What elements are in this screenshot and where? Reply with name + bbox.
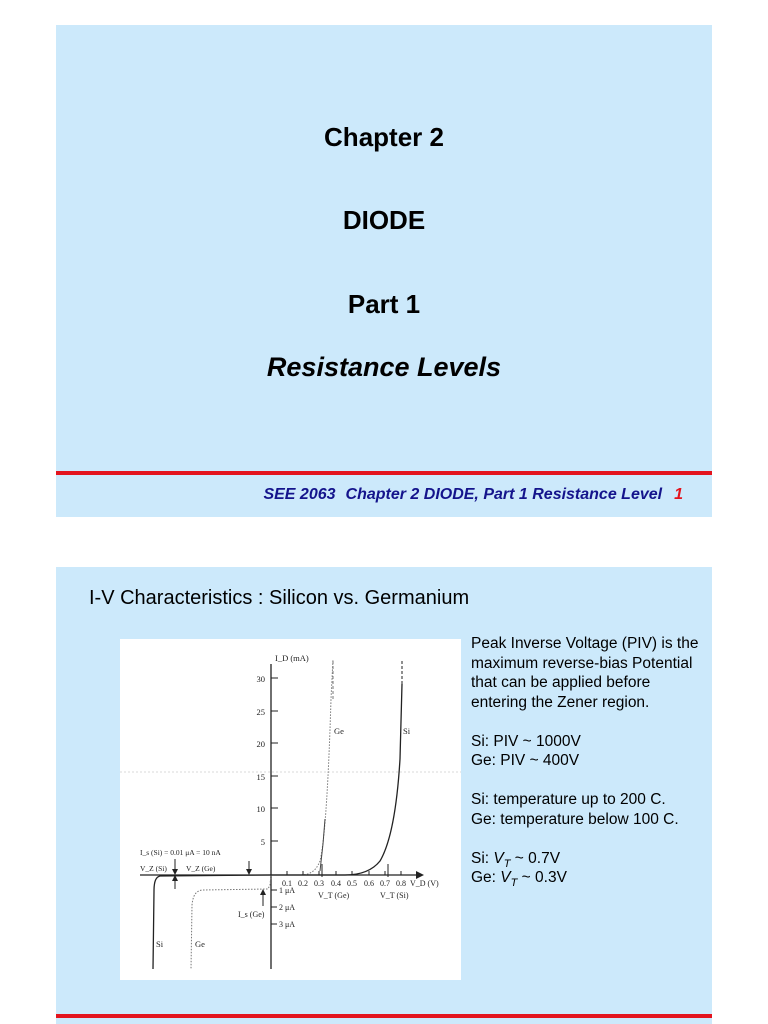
iv-curve-svg: [120, 639, 461, 980]
y-tick-label: 25: [256, 707, 265, 717]
ge-piv: Ge: PIV ~ 400V: [471, 752, 580, 769]
ge-temperature: Ge: temperature below 100 C.: [471, 810, 679, 828]
piv-values: [471, 732, 707, 771]
footer-divider: [56, 1014, 712, 1018]
si-reverse-label: Si: [156, 939, 164, 949]
x-axis-arrow: [416, 871, 424, 879]
slide-footer: [56, 486, 683, 504]
notes-panel: [471, 634, 707, 888]
is-arrowhead: [172, 869, 178, 875]
vz-si-label: V_Z (Si): [140, 864, 167, 873]
x-tick-label: 0.8: [396, 879, 406, 888]
ge-curve-label: Ge: [334, 726, 344, 736]
footer-title: Chapter 2 DIODE, Part 1 Resistance Level: [345, 486, 663, 503]
title-slide: [56, 25, 712, 517]
si-reverse-curve: [153, 875, 271, 969]
vt-symbol: V: [500, 869, 511, 886]
si-forward-curve: [271, 684, 402, 875]
neg-tick-label: 3 μA: [279, 920, 296, 929]
x-axis-label: V_D (V): [410, 879, 439, 888]
ge-forward-curve: [271, 659, 333, 875]
subtitle-heading: Resistance Levels: [266, 352, 502, 382]
y-tick-label: 5: [260, 837, 265, 847]
vt-ge-label: V_T (Ge): [318, 891, 350, 900]
is-ge-label: I_s (Ge): [238, 910, 265, 919]
si-vt-value: ~ 0.7V: [510, 849, 561, 867]
vt-subscript: T: [503, 857, 511, 870]
footer-page-number: 1: [674, 486, 683, 503]
topic-heading: DIODE: [342, 205, 426, 235]
x-tick-label: 0.5: [347, 879, 357, 888]
footer-course: SEE 2063: [263, 486, 336, 503]
si-vt-prefix: Si:: [471, 849, 494, 867]
si-temperature: Si: temperature up to 200 C.: [471, 791, 666, 808]
x-tick-label: 0.4: [331, 879, 341, 888]
ge-vt-value: ~ 0.3V: [517, 869, 567, 886]
x-tick-label: 0.7: [380, 879, 390, 888]
ge-vt-prefix: Ge:: [471, 869, 501, 886]
x-tick-label: 0.3: [314, 879, 324, 888]
part-heading: Part 1: [347, 289, 421, 319]
vt-symbol: V: [493, 849, 504, 867]
threshold-values: [471, 849, 707, 888]
footer-divider: [56, 471, 712, 475]
vz-ge-label: V_Z (Ge): [186, 864, 216, 873]
y-tick-label: 10: [256, 804, 265, 814]
si-curve-label: Si: [403, 726, 411, 736]
si-piv: Si: PIV ~ 1000V: [471, 732, 581, 750]
vt-si-label: V_T (Si): [380, 891, 409, 900]
ge-forward-segment: [320, 819, 325, 871]
y-tick-label: 30: [256, 674, 265, 684]
chapter-heading: Chapter 2: [324, 122, 444, 152]
x-tick-label: 0.1: [282, 879, 292, 888]
vz-arrowhead: [246, 869, 252, 875]
y-axis-label: I_D (mA): [275, 653, 309, 663]
is-ge-arrowhead: [260, 889, 266, 895]
neg-tick-label: 1 μA: [279, 886, 296, 895]
temperature-values: [471, 790, 707, 829]
vt-subscript: T: [510, 877, 518, 890]
y-tick-label: 15: [256, 772, 265, 782]
x-tick-label: 0.6: [364, 879, 374, 888]
iv-characteristic-figure: [120, 639, 461, 980]
is-si-label: I_s (Si) = 0.01 μA = 10 nA: [140, 848, 221, 857]
iv-characteristics-slide: [56, 567, 712, 1024]
piv-definition: Peak Inverse Voltage (PIV) is the maximum reverse-bias Potential that can be applied before entering the Zener region.: [471, 635, 699, 711]
ge-reverse-label: Ge: [195, 939, 205, 949]
y-tick-label: 20: [256, 739, 265, 749]
slide-title: I-V Characteristics : Silicon vs. Germanium: [89, 587, 470, 609]
ge-reverse-curve: [191, 875, 271, 969]
x-tick-label: 0.2: [298, 879, 308, 888]
neg-tick-label: 2 μA: [279, 903, 296, 912]
